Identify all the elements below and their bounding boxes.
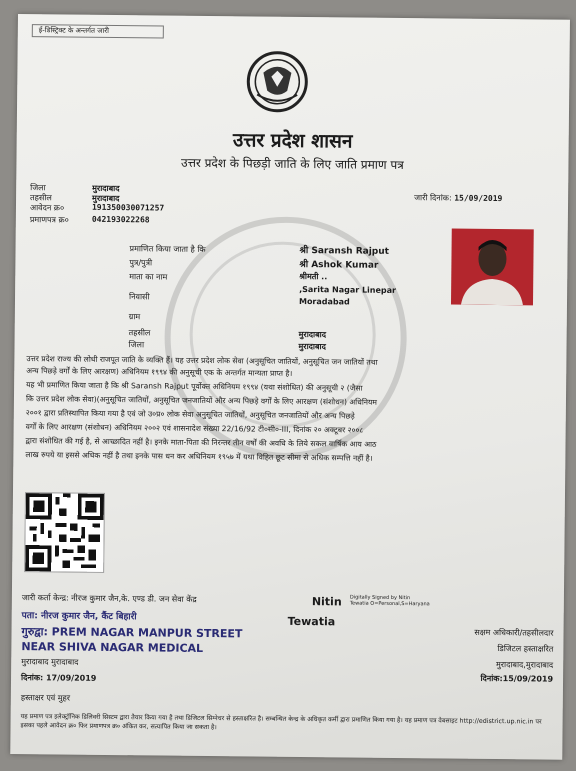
officer-location: मुरादाबाद,मुरादाबाद — [495, 660, 554, 670]
issuer-street: गुरुद्वा: PREM NAGAR MANPUR STREET — [21, 625, 243, 641]
signer-first-name: Nitin — [311, 595, 342, 609]
label-tehsil: तहसील — [128, 328, 151, 338]
document-title: उत्तर प्रदेश शासन — [232, 129, 353, 153]
value-district: मुरादाबाद — [298, 341, 326, 352]
meta-value-certificate-no: 042193022268 — [91, 214, 150, 225]
person-silhouette-icon — [451, 229, 534, 306]
paragraph-line: वर्गों के लिए आरक्षण (संशोधन) अधिनियम २००२ एवं शासनादेश संख्या 22/16/92 टी०सी०-III, दिनांक २० अक्टूबर २००८ — [25, 422, 364, 435]
issuer-center: जारी कर्ता केन्द्र: नीरज कुमार जैन,के. एण्ड डी. जन सेवा केंद्र — [21, 593, 197, 604]
signer-last-name: Tewatia — [287, 614, 336, 629]
paragraph-line: द्वारा संशोधित की गई है, से आच्छादित नहीं है। इनके माता-पिता की निरन्तर तीन वर्षों की अवधि के लिये सकल वार्षिक आय आठ — [25, 436, 377, 449]
meta-label-district: जिला — [30, 183, 46, 193]
meta-label-application-no: आवेदन क्र० — [29, 203, 65, 213]
label-district: जिला — [128, 340, 145, 350]
top-note: ई-डिस्ट्रिक्ट के अन्तर्गत जारी — [32, 24, 164, 38]
meta-label-tehsil: तहसील — [30, 193, 52, 203]
value-address-line1: ,Sarita Nagar Linepar — [299, 284, 397, 295]
meta-value-application-no: 191350030071257 — [91, 202, 165, 213]
value-tehsil: मुरादाबाद — [298, 329, 327, 340]
issuer-address: पता: नीरज कुमार जैन, कैंट बिहारी — [21, 611, 137, 623]
value-address-line2: Moradabad — [298, 296, 350, 307]
label-mother: माता का नाम — [129, 272, 168, 282]
value-mother: श्रीमती .. — [299, 271, 328, 282]
label-village: ग्राम — [128, 312, 141, 322]
meta-value-district: मुरादाबाद — [92, 183, 120, 194]
label-resident: निवासी — [128, 292, 150, 302]
qr-code-icon — [24, 492, 105, 573]
paragraph-line: अन्य पिछड़े वर्गों के लिए आरक्षण) अधिनियम १९९४ की अनुसूची एक के अन्तर्गत मान्यता प्राप्त है। — [26, 366, 293, 378]
officer-designation: सक्षम अधिकारी/तहसीलदार — [474, 627, 554, 638]
value-name: श्री Saransh Rajput — [299, 245, 390, 257]
paragraph-line: २००१ द्वारा प्रतिस्थापित किया गया है एवं जो उ०प्र० लोक सेवा अनुसूचित जातियों, अनुसूचित जनजातियों और अन्य पिछड़े — [25, 408, 355, 421]
issuer-city: मुरादाबाद मुरादाबाद — [21, 657, 79, 667]
digitally-signed-note: डिजिटल हस्ताक्षरित — [497, 644, 554, 654]
issuer-date: दिनांक: 17/09/2019 — [21, 673, 97, 683]
issue-date: जारी दिनांक: 15/09/2019 — [414, 193, 503, 204]
paragraph-line: यह भी प्रमाणित किया जाता है कि श्री Saransh Rajput पूर्वोक्त अधिनियम १९९४ (यथा संशोधित) की अनुसूची २ (जैसा — [26, 380, 363, 393]
applicant-photo — [451, 229, 534, 306]
issuer-sign-seal: हस्ताक्षर एवं मुहर — [20, 693, 71, 703]
meta-value-tehsil: मुरादाबाद — [92, 193, 120, 204]
document-subtitle: उत्तर प्रदेश के पिछड़ी जाति के लिए जाति प्रमाण पत्र — [180, 155, 404, 173]
certificate-document — [10, 14, 570, 760]
paragraph-line: उत्तर प्रदेश राज्य की लोधी राजपूत जाति के व्यक्ति हैं। यह उत्तर प्रदेश लोक सेवा (अनुसूचित जातियों, अनुसूचित जन जातियों तथा — [26, 354, 378, 367]
up-government-emblem-icon — [241, 50, 314, 113]
meta-label-certificate-no: प्रमाणपत्र क्र० — [29, 215, 69, 225]
issuer-landmark: NEAR SHIVA NAGAR MEDICAL — [21, 640, 204, 655]
digital-signature-note: Digitally Signed by Nitin Tewatia O=Personal,S=Haryana — [349, 594, 430, 608]
officer-sign-date: दिनांक:15/09/2019 — [480, 673, 554, 684]
label-parent: पुत्र/पुत्री — [129, 258, 153, 268]
value-father: श्री Ashok Kumar — [299, 259, 379, 271]
label-certified-that: प्रमाणित किया जाता है कि — [129, 244, 206, 254]
paragraph-line: कि उत्तर प्रदेश लोक सेवा)(अनुसूचित जातियों, अनुसूचित जनजातियों और अन्य पिछड़े वर्गों के लिए आरक्षण (संशोधन) अधिनियम — [25, 394, 378, 407]
footer-note: यह प्रमाण पत्र इलेक्ट्रॉनिक डिलिवरी सिस्टम द्वारा तैयार किया गया है तथा डिजिटल सिग्नेचर से हस्ताक्षरित है। सम्बन्धित केन्द्र के अधिकृत कर्मी द्वारा प्रमाणित किया गया है। यह प्रमाण पत्र वेबसाइट http://edistrict.up.nic.in पर इसका पहले आवेदन क्र० फिर प्रमाणपत्र क्र० अंकित कर, सत्यापित किया जा सकता है। — [20, 713, 542, 732]
paragraph-line: लाख रुपये या इससे अधिक नहीं है तथा इनके पास धन कर अधिनियम १९५७ में यथा विहित छूट सीमा से अधिक सम्पत्ति नहीं है। — [25, 450, 373, 463]
